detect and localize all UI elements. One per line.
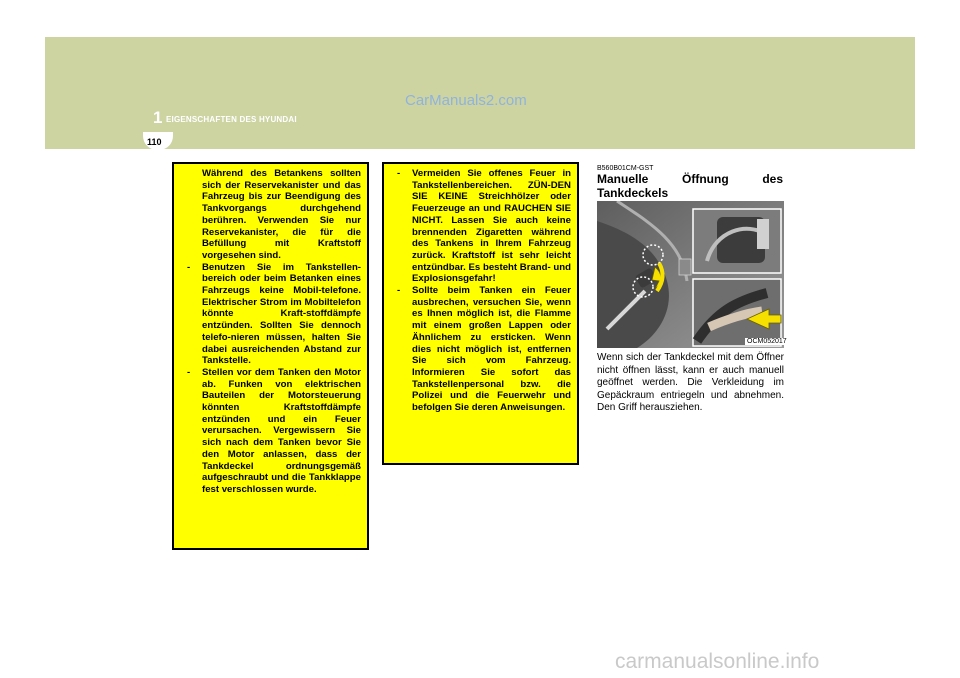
- chapter-number: 1: [153, 108, 163, 127]
- section-code: B560B01CM-GST: [597, 165, 654, 172]
- warning-item: [180, 262, 361, 367]
- warning-item-text: Sollte beim Tanken ein Feuer ausbrechen, versuchen Sie, wenn es Ihnen möglich ist, die Flamme mit einem großen Lappen oder Ähnlichem zu ersticken. Wenn dies nicht möglich ist, entfernen Sie sich vom Fahrzeug. Informieren Sie sofort das Tankstellenpersonal bzw. die Polizei und die Feuerwehr und befolgen Sie deren Anweisungen.: [412, 285, 571, 414]
- section-title-line1: Manuelle Öffnung des: [597, 172, 783, 186]
- dash: -: [397, 168, 401, 179]
- warning-intro: Während des Betankens sollten sich der Reservekanister und das Fahrzeug bis zur Beendigung des Tankvorgangs durchgehend berühren. Verwenden Sie nur Reservekanister, die für die Befüllung mit Kraftstoff vorgesehen sind.: [202, 168, 361, 261]
- section-title-line2: Tankdeckels: [597, 186, 669, 200]
- warning-item-text: Stellen vor dem Tanken den Motor ab. Funken von elektrischen Bauteilen der Motorsteuerung könnten Kraftstoffdämpfe entzünden und ein Feuer verursachen. Vergewissern Sie sich nach dem Tanken bevor Sie den Motor anlassen, dass der Tankdeckel ordnungsgemäß aufgeschraubt und die Tankklappe fest verschlossen wurde.: [202, 366, 361, 495]
- photo-code: OCM052017: [747, 338, 787, 345]
- page-number: 110: [147, 137, 162, 147]
- section-body: Wenn sich der Tankdeckel mit dem Öffner nicht öffnen lässt, kann er auch manuell geöffnet werden. Die Verkleidung im Gepäckraum entriegeln und abnehmen. Den Griff herausziehen.: [597, 352, 784, 413]
- dash: -: [397, 285, 401, 297]
- watermark-bottom[interactable]: carmanualsonline.info: [615, 650, 820, 673]
- dash: -: [187, 366, 191, 378]
- watermark-top[interactable]: CarManuals2.com: [405, 92, 527, 109]
- warning-item: [180, 367, 361, 496]
- chapter-title: EIGENSCHAFTEN DES HYUNDAI: [166, 115, 297, 124]
- fuel-door-photo: [597, 201, 784, 348]
- warning-box-left: [172, 162, 369, 550]
- dash: -: [187, 261, 191, 273]
- warning-box-right: [382, 162, 579, 465]
- warning-item: [390, 285, 571, 414]
- warning-item-text: Benutzen Sie im Tankstellen-bereich oder beim Betanken eines Fahrzeugs keine Mobil-telefone. Elektrischer Strom im Mobiltelefon könnte Kraft-stoffdämpfe entzünden. Sollten Sie dennoch telefo-nieren müssen, halten Sie dabei ausreichenden Abstand zur Tankstelle.: [202, 261, 361, 367]
- warning-item-text: Vermeiden Sie offenes Feuer in Tankstellenbereichen. ZÜN-DEN SIE KEINE Streichhölzer oder Feuerzeuge an und RAUCHEN SIE NICHT. Lassen Sie auch keine brennenden Zigaretten während des Tankens in Ihrem Fahrzeug zurück. Kraftstoff ist sehr leicht entzündbar. Es besteht Brand- und Explosionsgefahr!: [412, 168, 571, 285]
- warning-item: [390, 168, 571, 285]
- fuel-door-illustration: [597, 201, 784, 348]
